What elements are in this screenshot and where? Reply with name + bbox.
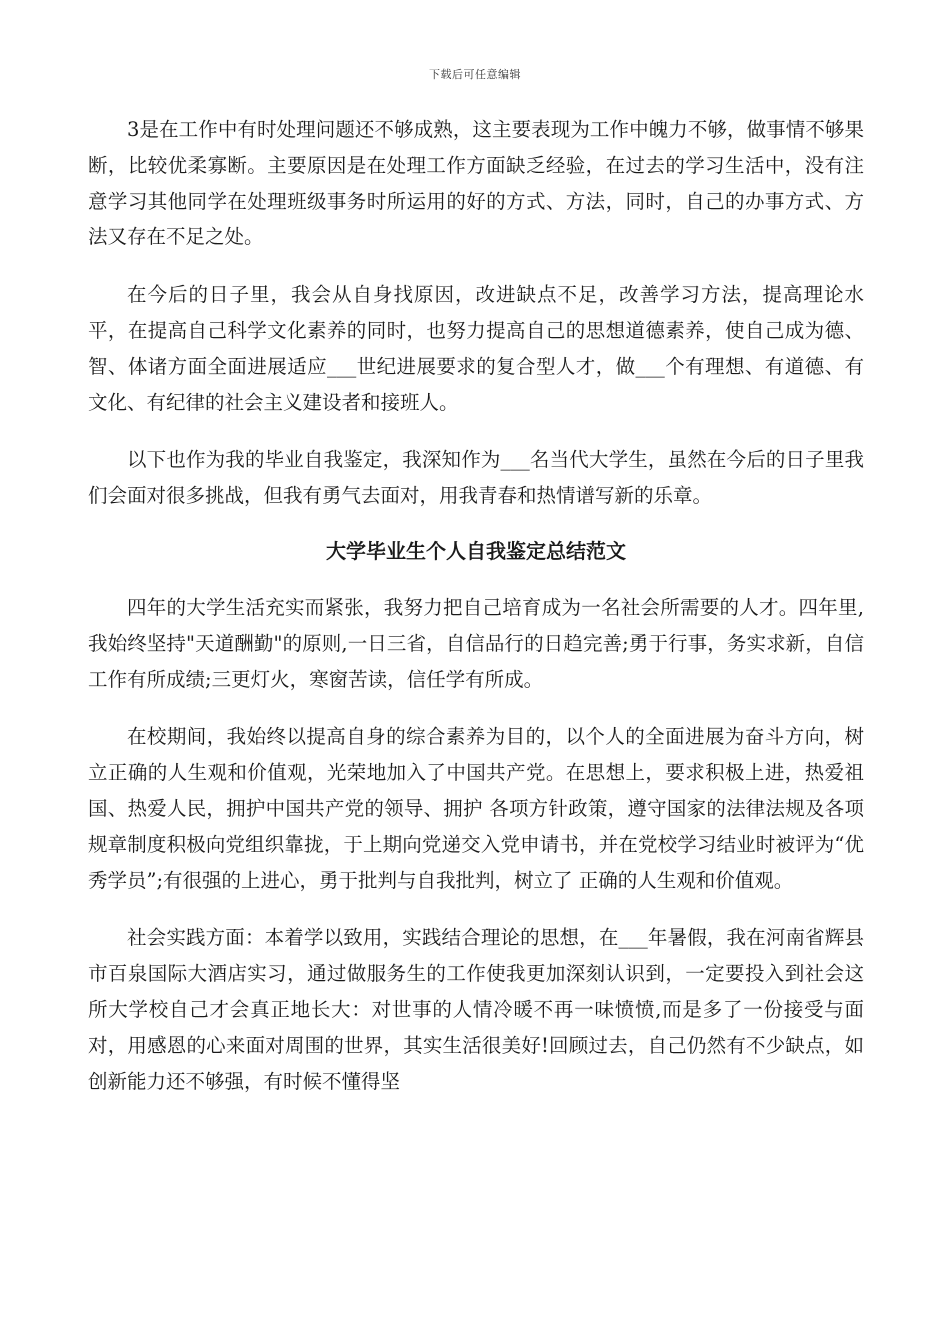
paragraph-four-years: 四年的大学生活充实而紧张，我努力把自己培育成为一名社会所需要的人才。四年里,我始终坚持"天道酬勤"的原则,一日三省，自信品行的日趋完善;勇于行事，务实求新，自信工作有所成绩;三更灯火，寒窗苦读，信任学有所成。 — [88, 595, 864, 691]
paragraph-on-campus: 在校期间，我始终以提高自身的综合素养为目的，以个人的全面进展为奋斗方向，树立正确的人生观和价值观，光荣地加入了中国共产党。在思想上，要求积极上进，热爱祖国、热爱人民，拥护中国共产党的领导、拥护 各项方针政策，遵守国家的法律法规及各项规章制度积极向党组织靠拢，于上期向党递交入党申请书，并在党校学习结业时被评为“优秀学员”;有很强的上进心，勇于批判与自我批判，树立了 正确的人生观和价值观。 — [88, 725, 864, 892]
paragraph-social-practice: 社会实践方面：本着学以致用，实践结合理论的思想，在___年暑假，我在河南省辉县市百泉国际大酒店实习，通过做服务生的工作使我更加深刻认识到，一定要投入到社会这所大学校自己才会真正地长大：对世事的人情冷暖不再一味愤愤,而是多了一份接受与面对，用感恩的心来面对周围的世界，其实生活很美好!回顾过去，自己仍然有不少缺点，如创新能力还不够强，有时候不懂得坚 — [88, 926, 864, 1093]
section-title: 大学毕业生个人自我鉴定总结范文 — [326, 538, 626, 563]
paragraph-closing-statement: 以下也作为我的毕业自我鉴定，我深知作为___名当代大学生，虽然在今后的日子里我们会面对很多挑战，但我有勇气去面对，用我青春和热情谱写新的乐章。 — [88, 448, 864, 508]
document-body — [88, 112, 864, 1121]
paragraph-shortcoming-3: 3是在工作中有时处理问题还不够成熟，这主要表现为工作中魄力不够，做事情不够果断，比较优柔寡断。主要原因是在处理工作方面缺乏经验，在过去的学习生活中，没有注意学习其他同学在处理班级事务时所运用的好的方式、方法，同时，自己的办事方式、方法又存在不足之处。 — [88, 118, 864, 249]
page-header-note: 下载后可任意编辑 — [429, 68, 521, 81]
paragraph-future-plans: 在今后的日子里，我会从自身找原因，改进缺点不足，改善学习方法，提高理论水平，在提高自己科学文化素养的同时，也努力提高自己的思想道德素养，使自己成为德、智、体诸方面全面进展适应___世纪进展要求的复合型人才，做___个有理想、有道德、有文化、有纪律的社会主义建设者和接班人。 — [88, 283, 864, 414]
